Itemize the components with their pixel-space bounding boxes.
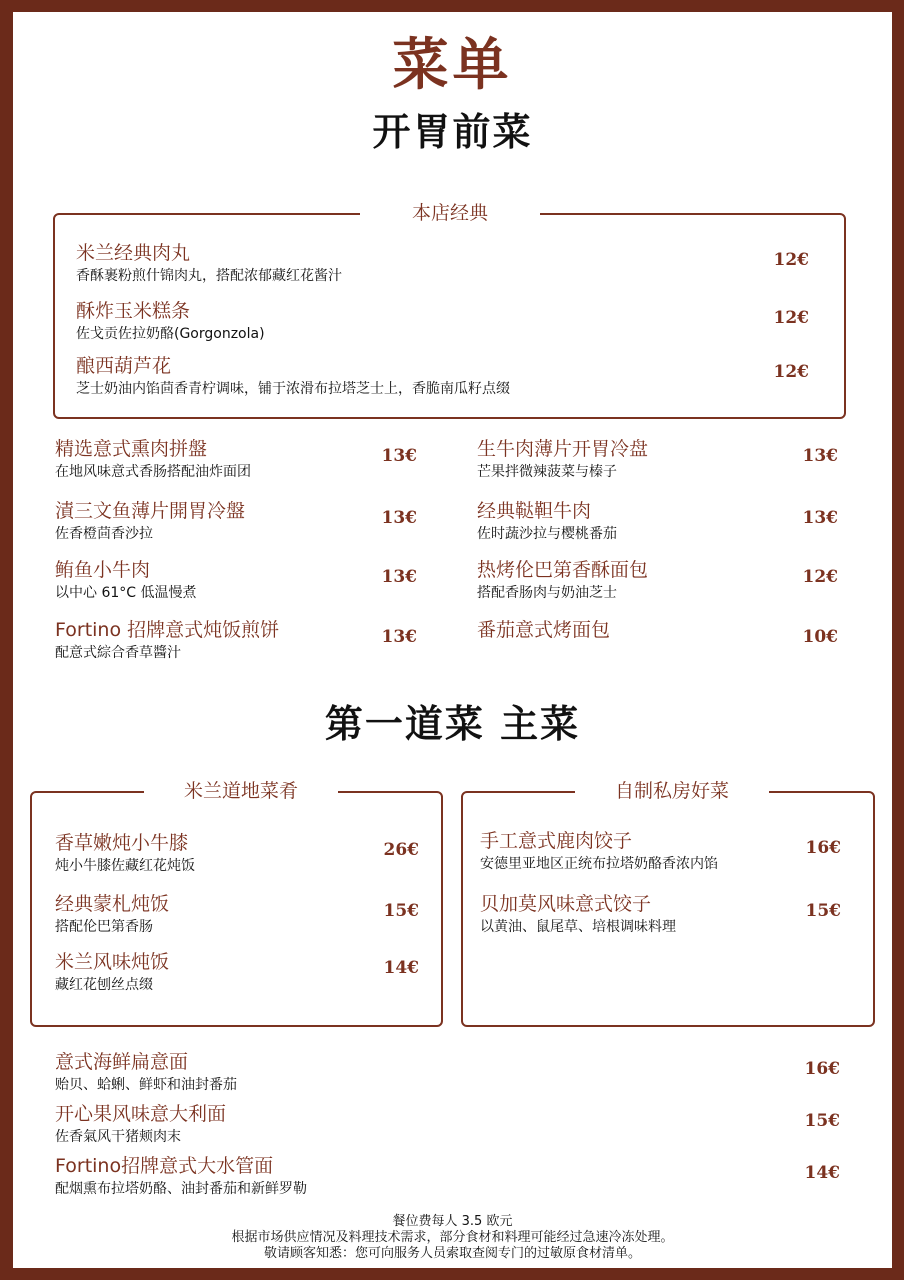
menu-item bbox=[55, 831, 195, 875]
item-description: 炖小牛膝佐藏红花炖饭 bbox=[55, 858, 195, 874]
item-name: 鲔鱼小牛肉 bbox=[55, 559, 151, 581]
item-name: 米兰经典肉丸 bbox=[76, 242, 191, 264]
item-name: Fortino 招牌意式炖饭煎饼 bbox=[55, 619, 280, 641]
item-description: 配意式綜合香草醬汁 bbox=[55, 645, 181, 661]
item-price: 16€ bbox=[804, 1059, 840, 1079]
menu-item bbox=[477, 558, 648, 602]
menu-item bbox=[477, 499, 617, 543]
classics-box bbox=[53, 202, 846, 419]
item-name: 经典蒙札炖饭 bbox=[55, 893, 170, 915]
menu-item bbox=[55, 1154, 307, 1198]
item-name: 酿西葫芦花 bbox=[76, 355, 172, 377]
item-price: 14€ bbox=[383, 958, 419, 978]
item-description: 以中心 61°C 低温慢煮 bbox=[55, 585, 197, 601]
item-price: 12€ bbox=[773, 250, 809, 270]
item-price: 12€ bbox=[773, 362, 809, 382]
item-description: 佐香氣风干猪颊肉末 bbox=[55, 1129, 181, 1145]
menu-item bbox=[55, 950, 169, 994]
item-name: 开心果风味意大利面 bbox=[55, 1103, 227, 1125]
item-price: 26€ bbox=[383, 840, 419, 860]
item-price: 16€ bbox=[805, 838, 841, 858]
item-price: 14€ bbox=[804, 1163, 840, 1183]
menu-title: 菜单 bbox=[392, 33, 513, 98]
item-price: 13€ bbox=[381, 627, 417, 647]
menu-page bbox=[13, 12, 892, 1268]
item-name: 漬三文鱼薄片開胃冷盤 bbox=[55, 500, 246, 522]
classics-legend: 本店经典 bbox=[360, 201, 540, 225]
item-description: 安德里亚地区正统布拉塔奶酪香浓内馅 bbox=[480, 856, 718, 872]
item-description: 佐戈贡佐拉奶酪(Gorgonzola) bbox=[76, 326, 265, 342]
item-price: 15€ bbox=[805, 901, 841, 921]
item-price: 12€ bbox=[802, 567, 838, 587]
item-description: 在地风味意式香肠搭配油炸面团 bbox=[55, 464, 251, 480]
item-description: 芒果拌微辣菠菜与榛子 bbox=[477, 464, 617, 480]
menu-item bbox=[477, 618, 610, 642]
item-name: 精选意式熏肉拼盤 bbox=[55, 438, 208, 460]
item-name: 生牛肉薄片开胃冷盘 bbox=[477, 438, 649, 460]
item-price: 15€ bbox=[383, 901, 419, 921]
item-price: 12€ bbox=[773, 308, 809, 328]
menu-item bbox=[55, 1050, 237, 1094]
item-price: 13€ bbox=[802, 508, 838, 528]
item-description: 贻贝、蛤蜊、鲜虾和油封番茄 bbox=[55, 1077, 237, 1093]
menu-item bbox=[55, 1102, 226, 1146]
mains-heading: 第一道菜 主菜 bbox=[324, 702, 581, 746]
menu-item bbox=[55, 618, 279, 662]
item-name: 酥炸玉米糕条 bbox=[76, 300, 191, 322]
item-name: Fortino招牌意式大水管面 bbox=[55, 1155, 274, 1177]
item-name: 番茄意式烤面包 bbox=[477, 619, 611, 641]
item-price: 15€ bbox=[804, 1111, 840, 1131]
item-price: 13€ bbox=[381, 567, 417, 587]
menu-item bbox=[55, 892, 169, 936]
footer-cover-charge: 餐位费每人 3.5 欧元 bbox=[392, 1214, 513, 1229]
menu-item bbox=[480, 829, 718, 873]
item-name: 经典鞑靼牛肉 bbox=[477, 500, 592, 522]
menu-item bbox=[55, 558, 197, 602]
appetizers-heading: 开胃前菜 bbox=[372, 110, 533, 154]
item-name: 贝加莫风味意式饺子 bbox=[480, 893, 652, 915]
menu-item bbox=[480, 892, 676, 936]
menu-item bbox=[76, 354, 510, 398]
house-box bbox=[461, 780, 875, 1027]
item-description: 搭配香肠肉与奶油芝士 bbox=[477, 585, 617, 601]
item-price: 13€ bbox=[381, 508, 417, 528]
item-description: 芝士奶油内馅茴香青柠调味，铺于浓滑布拉塔芝士上，香脆南瓜籽点缀 bbox=[76, 381, 510, 397]
item-name: 意式海鲜扁意面 bbox=[55, 1051, 189, 1073]
item-description: 香酥裹粉煎什锦肉丸，搭配浓郁藏红花酱汁 bbox=[76, 268, 342, 284]
milan-box bbox=[30, 780, 443, 1027]
item-description: 搭配伦巴第香肠 bbox=[55, 919, 153, 935]
item-name: 香草嫩炖小牛膝 bbox=[55, 832, 189, 854]
item-price: 13€ bbox=[802, 446, 838, 466]
footer-frozen-note: 根据市场供应情况及料理技术需求，部分食材和料理可能经过急速冷冻处理。 bbox=[231, 1230, 674, 1245]
menu-item bbox=[477, 437, 648, 481]
item-description: 配烟熏布拉塔奶酪、油封番茄和新鲜罗勒 bbox=[55, 1181, 307, 1197]
footer-allergen-note: 敬请顾客知悉：您可向服务人员索取查阅专门的过敏原食材清单。 bbox=[263, 1246, 641, 1261]
item-name: 手工意式鹿肉饺子 bbox=[480, 830, 633, 852]
menu-item bbox=[76, 299, 265, 343]
menu-item bbox=[55, 499, 245, 543]
item-name: 米兰风味炖饭 bbox=[55, 951, 170, 973]
menu-item bbox=[55, 437, 251, 481]
item-name: 热烤伦巴第香酥面包 bbox=[477, 559, 649, 581]
house-legend: 自制私房好菜 bbox=[575, 779, 769, 803]
item-description: 以黄油、鼠尾草、培根调味料理 bbox=[480, 919, 676, 935]
item-price: 13€ bbox=[381, 446, 417, 466]
item-description: 佐时蔬沙拉与樱桃番茄 bbox=[477, 526, 617, 542]
menu-item bbox=[76, 241, 342, 285]
item-description: 佐香橙茴香沙拉 bbox=[55, 526, 153, 542]
item-description: 藏红花刨丝点缀 bbox=[55, 977, 153, 993]
milan-legend: 米兰道地菜肴 bbox=[144, 779, 338, 803]
item-price: 10€ bbox=[802, 627, 838, 647]
